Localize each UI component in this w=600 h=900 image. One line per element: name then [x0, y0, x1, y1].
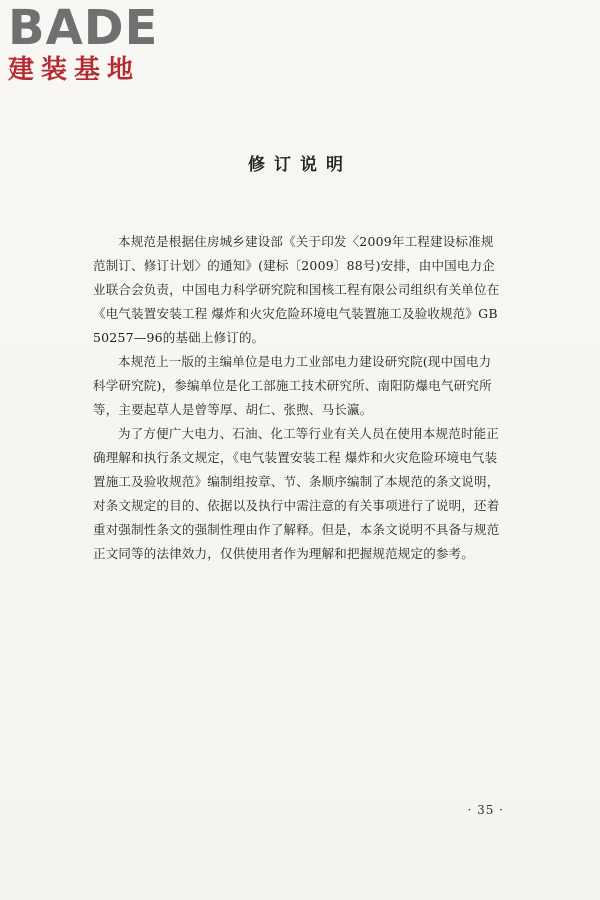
bade-logo — [8, 0, 188, 90]
paragraph-2: 本规范上一版的主编单位是电力工业部电力建设研究院(现中国电力科学研究院)，参编单位是化工部施工技术研究所、南阳防爆电气研究所等，主要起草人是曾等厚、胡仁、张煦、马长瀛。 — [93, 354, 492, 417]
page-number: · 35 · — [467, 803, 504, 817]
paragraph-1: 本规范是根据住房城乡建设部《关于印发〈2009年工程建设标准规范制订、修订计划〉的通知》(建标〔2009〕88号)安排，由中国电力企业联合会负责，中国电力科学研究院和国核工程有限公司组织有关单位在《电气装置安装工程 爆炸和火灾危险环境电气装置施工及验收规范》GB 50257—96的基础上修订的。 — [93, 234, 500, 345]
paragraph-3: 为了方便广大电力、石油、化工等行业有关人员在使用本规范时能正确理解和执行条文规定，《电气装置安装工程 爆炸和火灾危险环境电气装置施工及验收规范》编制组按章、节、条顺序编制了本规范的条文说明，对条文规定的目的、依据以及执行中需注意的有关事项进行了说明，还着重对强制性条文的强制性理由作了解释。但是，本条文说明不具备与规范正文同等的法律效力，仅供使用者作为理解和把握规范规定的参考。 — [93, 426, 500, 561]
logo-brand-text: BADE — [8, 0, 159, 56]
revision-notes-body — [93, 230, 503, 566]
page-title: 修订说明 — [248, 155, 352, 175]
logo-chinese-text: 建装基地 — [8, 55, 141, 85]
